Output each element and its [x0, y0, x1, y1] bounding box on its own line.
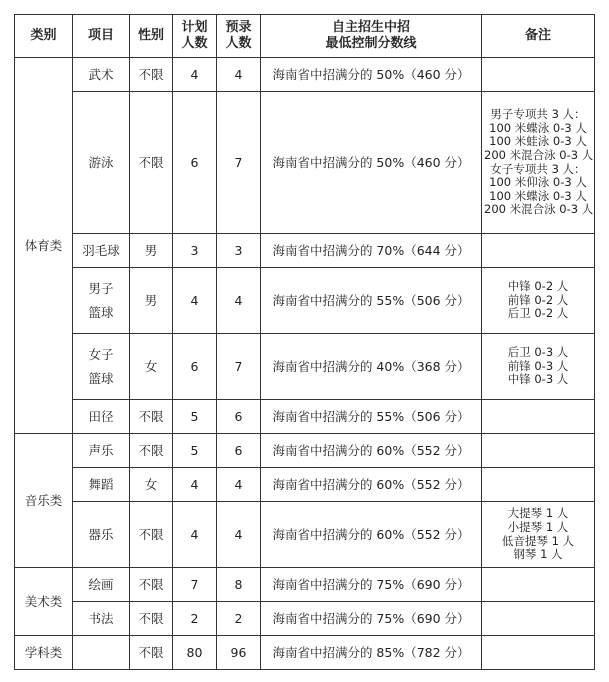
note-line: 前锋 0-2 人 [507, 292, 569, 307]
note-cell [482, 334, 595, 400]
table-row [15, 234, 595, 268]
plan-cell: 6 [173, 334, 217, 400]
note-line: 前锋 0-3 人 [507, 358, 569, 373]
note-line: 后卫 0-2 人 [507, 306, 569, 321]
note-line: 小提琴 1 人 [507, 519, 569, 534]
note-line: 钢琴 1 人 [513, 547, 563, 562]
note-line: 后卫 0-3 人 [507, 345, 569, 360]
score-cell: 海南省中招满分的 50%（460 分） [261, 92, 482, 234]
gender-cell: 女 [130, 334, 173, 400]
gender-cell: 不限 [130, 602, 173, 636]
note-line: 女子专项共 3 人： [490, 161, 586, 176]
item-line: 女子 [88, 346, 114, 362]
note-line: 100 米蝶泳 0-3 人 [489, 120, 587, 135]
item-cell [73, 234, 130, 268]
item-cell [73, 602, 130, 636]
note-line: 100 米蝶泳 0-3 人 [489, 188, 587, 203]
header-note: 备注 [482, 15, 595, 58]
score-cell: 海南省中招满分的 85%（782 分） [261, 636, 482, 670]
header-pre: 预录 人数 [217, 15, 261, 58]
pre-cell: 7 [217, 92, 261, 234]
note-line: 200 米混合泳 0-3 人 [484, 147, 594, 162]
note-line: 100 米仰泳 0-3 人 [489, 175, 587, 190]
table-row [15, 502, 595, 568]
score-cell: 海南省中招满分的 60%（552 分） [261, 502, 482, 568]
pre-cell: 4 [217, 268, 261, 334]
gender-cell: 不限 [130, 502, 173, 568]
plan-cell: 5 [173, 400, 217, 434]
item-line: 器乐 [88, 526, 114, 542]
category-cell: 音乐类 [15, 434, 73, 568]
category-cell: 学科类 [15, 636, 73, 670]
note-line: 大提琴 1 人 [507, 506, 569, 521]
plan-cell: 4 [173, 58, 217, 92]
item-cell [73, 58, 130, 92]
note-cell [482, 92, 595, 234]
gender-cell: 男 [130, 234, 173, 268]
item-line: 游泳 [88, 154, 114, 170]
table-row [15, 334, 595, 400]
note-cell [482, 58, 595, 92]
pre-cell: 96 [217, 636, 261, 670]
table-row [15, 58, 595, 92]
plan-cell: 7 [173, 568, 217, 602]
item-line: 男子 [88, 280, 114, 296]
note-line: 200 米混合泳 0-3 人 [484, 202, 594, 217]
gender-cell: 不限 [130, 568, 173, 602]
table-row [15, 468, 595, 502]
pre-cell: 6 [217, 434, 261, 468]
table-row [15, 400, 595, 434]
table-row [15, 434, 595, 468]
header-gender: 性别 [130, 15, 173, 58]
item-line: 书法 [88, 610, 114, 626]
admission-table [14, 14, 595, 670]
note-cell [482, 268, 595, 334]
item-line: 声乐 [88, 442, 114, 458]
item-cell [73, 434, 130, 468]
table-body [15, 58, 595, 670]
category-cell: 美术类 [15, 568, 73, 636]
gender-cell: 不限 [130, 92, 173, 234]
table-row [15, 568, 595, 602]
header-category: 类别 [15, 15, 73, 58]
item-cell [73, 468, 130, 502]
note-cell [482, 502, 595, 568]
plan-cell: 80 [173, 636, 217, 670]
pre-cell: 6 [217, 400, 261, 434]
table-row [15, 602, 595, 636]
score-cell: 海南省中招满分的 40%（368 分） [261, 334, 482, 400]
pre-cell: 7 [217, 334, 261, 400]
pre-cell: 2 [217, 602, 261, 636]
item-cell [73, 400, 130, 434]
pre-cell: 4 [217, 468, 261, 502]
item-line: 武术 [88, 66, 114, 82]
header-plan: 计划 人数 [173, 15, 217, 58]
gender-cell: 不限 [130, 434, 173, 468]
note-cell [482, 434, 595, 468]
item-line: 舞蹈 [88, 476, 114, 492]
gender-cell: 不限 [130, 636, 173, 670]
note-line: 100 米蛙泳 0-3 人 [489, 134, 587, 149]
pre-cell: 8 [217, 568, 261, 602]
pre-cell: 4 [217, 502, 261, 568]
item-cell [73, 502, 130, 568]
gender-cell: 男 [130, 268, 173, 334]
table-row [15, 636, 595, 670]
note-line: 低音提琴 1 人 [501, 533, 575, 548]
note-cell [482, 568, 595, 602]
item-cell [73, 636, 130, 670]
header-item: 项目 [73, 15, 130, 58]
plan-cell: 4 [173, 502, 217, 568]
item-line: 羽毛球 [82, 242, 120, 258]
score-cell: 海南省中招满分的 75%（690 分） [261, 568, 482, 602]
score-cell: 海南省中招满分的 50%（460 分） [261, 58, 482, 92]
note-line: 男子专项共 3 人： [490, 107, 586, 122]
note-cell [482, 400, 595, 434]
note-line: 中锋 0-3 人 [507, 372, 569, 387]
score-cell: 海南省中招满分的 60%（552 分） [261, 468, 482, 502]
note-cell [482, 468, 595, 502]
plan-cell: 6 [173, 92, 217, 234]
score-cell: 海南省中招满分的 70%（644 分） [261, 234, 482, 268]
item-cell [73, 92, 130, 234]
header-row [15, 15, 595, 58]
note-cell [482, 234, 595, 268]
pre-cell: 4 [217, 58, 261, 92]
item-line: 绘画 [88, 576, 114, 592]
score-cell: 海南省中招满分的 55%（506 分） [261, 268, 482, 334]
gender-cell: 女 [130, 468, 173, 502]
score-cell: 海南省中招满分的 60%（552 分） [261, 434, 482, 468]
note-cell [482, 602, 595, 636]
item-cell [73, 334, 130, 400]
table-row [15, 268, 595, 334]
plan-cell: 4 [173, 268, 217, 334]
plan-cell: 3 [173, 234, 217, 268]
item-line: 篮球 [88, 370, 114, 386]
category-cell: 体育类 [15, 58, 73, 434]
score-cell: 海南省中招满分的 75%（690 分） [261, 602, 482, 636]
item-line: 田径 [88, 408, 114, 424]
plan-cell: 2 [173, 602, 217, 636]
table-row [15, 92, 595, 234]
header-score: 自主招生中招 最低控制分数线 [261, 15, 482, 58]
score-cell: 海南省中招满分的 55%（506 分） [261, 400, 482, 434]
gender-cell: 不限 [130, 58, 173, 92]
note-cell [482, 636, 595, 670]
note-line: 中锋 0-2 人 [507, 279, 569, 294]
plan-cell: 4 [173, 468, 217, 502]
gender-cell: 不限 [130, 400, 173, 434]
item-cell [73, 568, 130, 602]
pre-cell: 3 [217, 234, 261, 268]
item-cell [73, 268, 130, 334]
item-line: 篮球 [88, 304, 114, 320]
plan-cell: 5 [173, 434, 217, 468]
